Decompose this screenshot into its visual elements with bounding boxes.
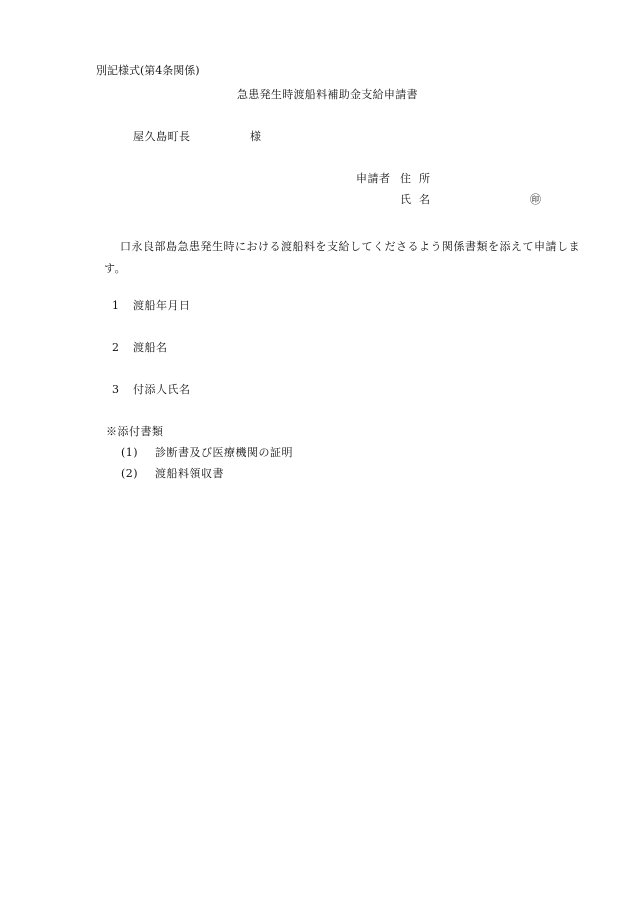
attachments-heading: ※添付書類 bbox=[106, 425, 164, 438]
item-label: 付添人氏名 bbox=[133, 383, 191, 396]
attachment-number: (2) bbox=[121, 467, 139, 480]
document-title: 急患発生時渡船料補助金支給申請書 bbox=[237, 88, 418, 101]
item-label: 渡船名 bbox=[133, 341, 168, 354]
addressee-honorific: 様 bbox=[250, 130, 262, 143]
item-number: 3 bbox=[112, 383, 120, 396]
application-body-text: 口永良部島急患発生時における渡船料を支給してくださるよう関係書類を添えて申請します。 bbox=[104, 240, 580, 275]
item-label: 渡船年月日 bbox=[133, 299, 191, 312]
applicant-label: 申請者 bbox=[356, 172, 391, 185]
item-number: 1 bbox=[112, 299, 120, 312]
attachment-text: 渡船料領収書 bbox=[155, 467, 224, 480]
item-number: 2 bbox=[112, 341, 120, 354]
attachment-number: (1) bbox=[121, 446, 139, 459]
applicant-name-label: 氏名 bbox=[400, 193, 438, 206]
form-label: 別記様式(第4条関係) bbox=[96, 64, 200, 77]
attachment-text: 診断書及び医療機関の証明 bbox=[155, 446, 293, 459]
addressee-name: 屋久島町長 bbox=[133, 130, 191, 143]
applicant-address-label: 住所 bbox=[400, 172, 438, 185]
seal-mark: ㊞ bbox=[530, 193, 542, 206]
